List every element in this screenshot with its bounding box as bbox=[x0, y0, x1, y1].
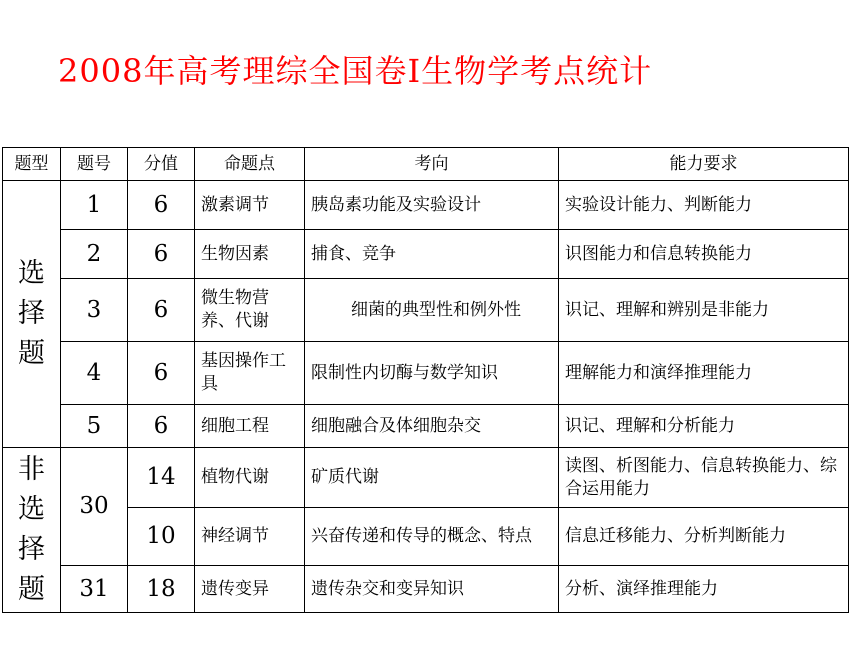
direction: 细胞融合及体细胞杂交 bbox=[305, 405, 559, 448]
point: 基因操作工具 bbox=[195, 342, 305, 405]
score: 6 bbox=[128, 181, 195, 230]
question-no: 2 bbox=[61, 230, 128, 279]
type-nonchoice-cell: 非 选 择 题 bbox=[3, 448, 61, 613]
point: 激素调节 bbox=[195, 181, 305, 230]
score: 14 bbox=[128, 448, 195, 508]
question-no: 5 bbox=[61, 405, 128, 448]
direction: 矿质代谢 bbox=[305, 448, 559, 508]
point: 微生物营养、代谢 bbox=[195, 279, 305, 342]
header-no: 题号 bbox=[61, 148, 128, 181]
header-row bbox=[3, 148, 849, 181]
question-no: 31 bbox=[61, 566, 128, 613]
score: 6 bbox=[128, 230, 195, 279]
table-row bbox=[3, 342, 849, 405]
header-direction: 考向 bbox=[305, 148, 559, 181]
header-type: 题型 bbox=[3, 148, 61, 181]
ability: 实验设计能力、判断能力 bbox=[559, 181, 849, 230]
direction: 捕食、竞争 bbox=[305, 230, 559, 279]
score: 6 bbox=[128, 279, 195, 342]
page-title: 2008年高考理综全国卷Ⅰ生物学考点统计 bbox=[58, 52, 653, 90]
score: 6 bbox=[128, 342, 195, 405]
direction: 遗传杂交和变异知识 bbox=[305, 566, 559, 613]
direction: 兴奋传递和传导的概念、特点 bbox=[305, 508, 559, 566]
point: 细胞工程 bbox=[195, 405, 305, 448]
ability: 分析、演绎推理能力 bbox=[559, 566, 849, 613]
question-no: 1 bbox=[61, 181, 128, 230]
header-score: 分值 bbox=[128, 148, 195, 181]
table-row bbox=[3, 279, 849, 342]
question-no: 4 bbox=[61, 342, 128, 405]
point: 遗传变异 bbox=[195, 566, 305, 613]
type-choice-cell: 选 择 题 bbox=[3, 181, 61, 448]
point: 植物代谢 bbox=[195, 448, 305, 508]
ability: 识记、理解和分析能力 bbox=[559, 405, 849, 448]
direction: 胰岛素功能及实验设计 bbox=[305, 181, 559, 230]
table-row bbox=[3, 405, 849, 448]
table-row bbox=[3, 508, 849, 566]
ability: 识记、理解和辨别是非能力 bbox=[559, 279, 849, 342]
header-point: 命题点 bbox=[195, 148, 305, 181]
score: 10 bbox=[128, 508, 195, 566]
ability: 信息迁移能力、分析判断能力 bbox=[559, 508, 849, 566]
point: 生物因素 bbox=[195, 230, 305, 279]
question-no: 30 bbox=[61, 448, 128, 566]
table-row bbox=[3, 181, 849, 230]
table-row bbox=[3, 448, 849, 508]
ability: 识图能力和信息转换能力 bbox=[559, 230, 849, 279]
table-row bbox=[3, 566, 849, 613]
direction: 限制性内切酶与数学知识 bbox=[305, 342, 559, 405]
score: 6 bbox=[128, 405, 195, 448]
ability: 理解能力和演绎推理能力 bbox=[559, 342, 849, 405]
ability: 读图、析图能力、信息转换能力、综合运用能力 bbox=[559, 448, 849, 508]
header-ability: 能力要求 bbox=[559, 148, 849, 181]
question-no: 3 bbox=[61, 279, 128, 342]
exam-stats-table bbox=[2, 147, 849, 613]
direction: 细菌的典型性和例外性 bbox=[305, 279, 559, 342]
point: 神经调节 bbox=[195, 508, 305, 566]
table-row bbox=[3, 230, 849, 279]
score: 18 bbox=[128, 566, 195, 613]
